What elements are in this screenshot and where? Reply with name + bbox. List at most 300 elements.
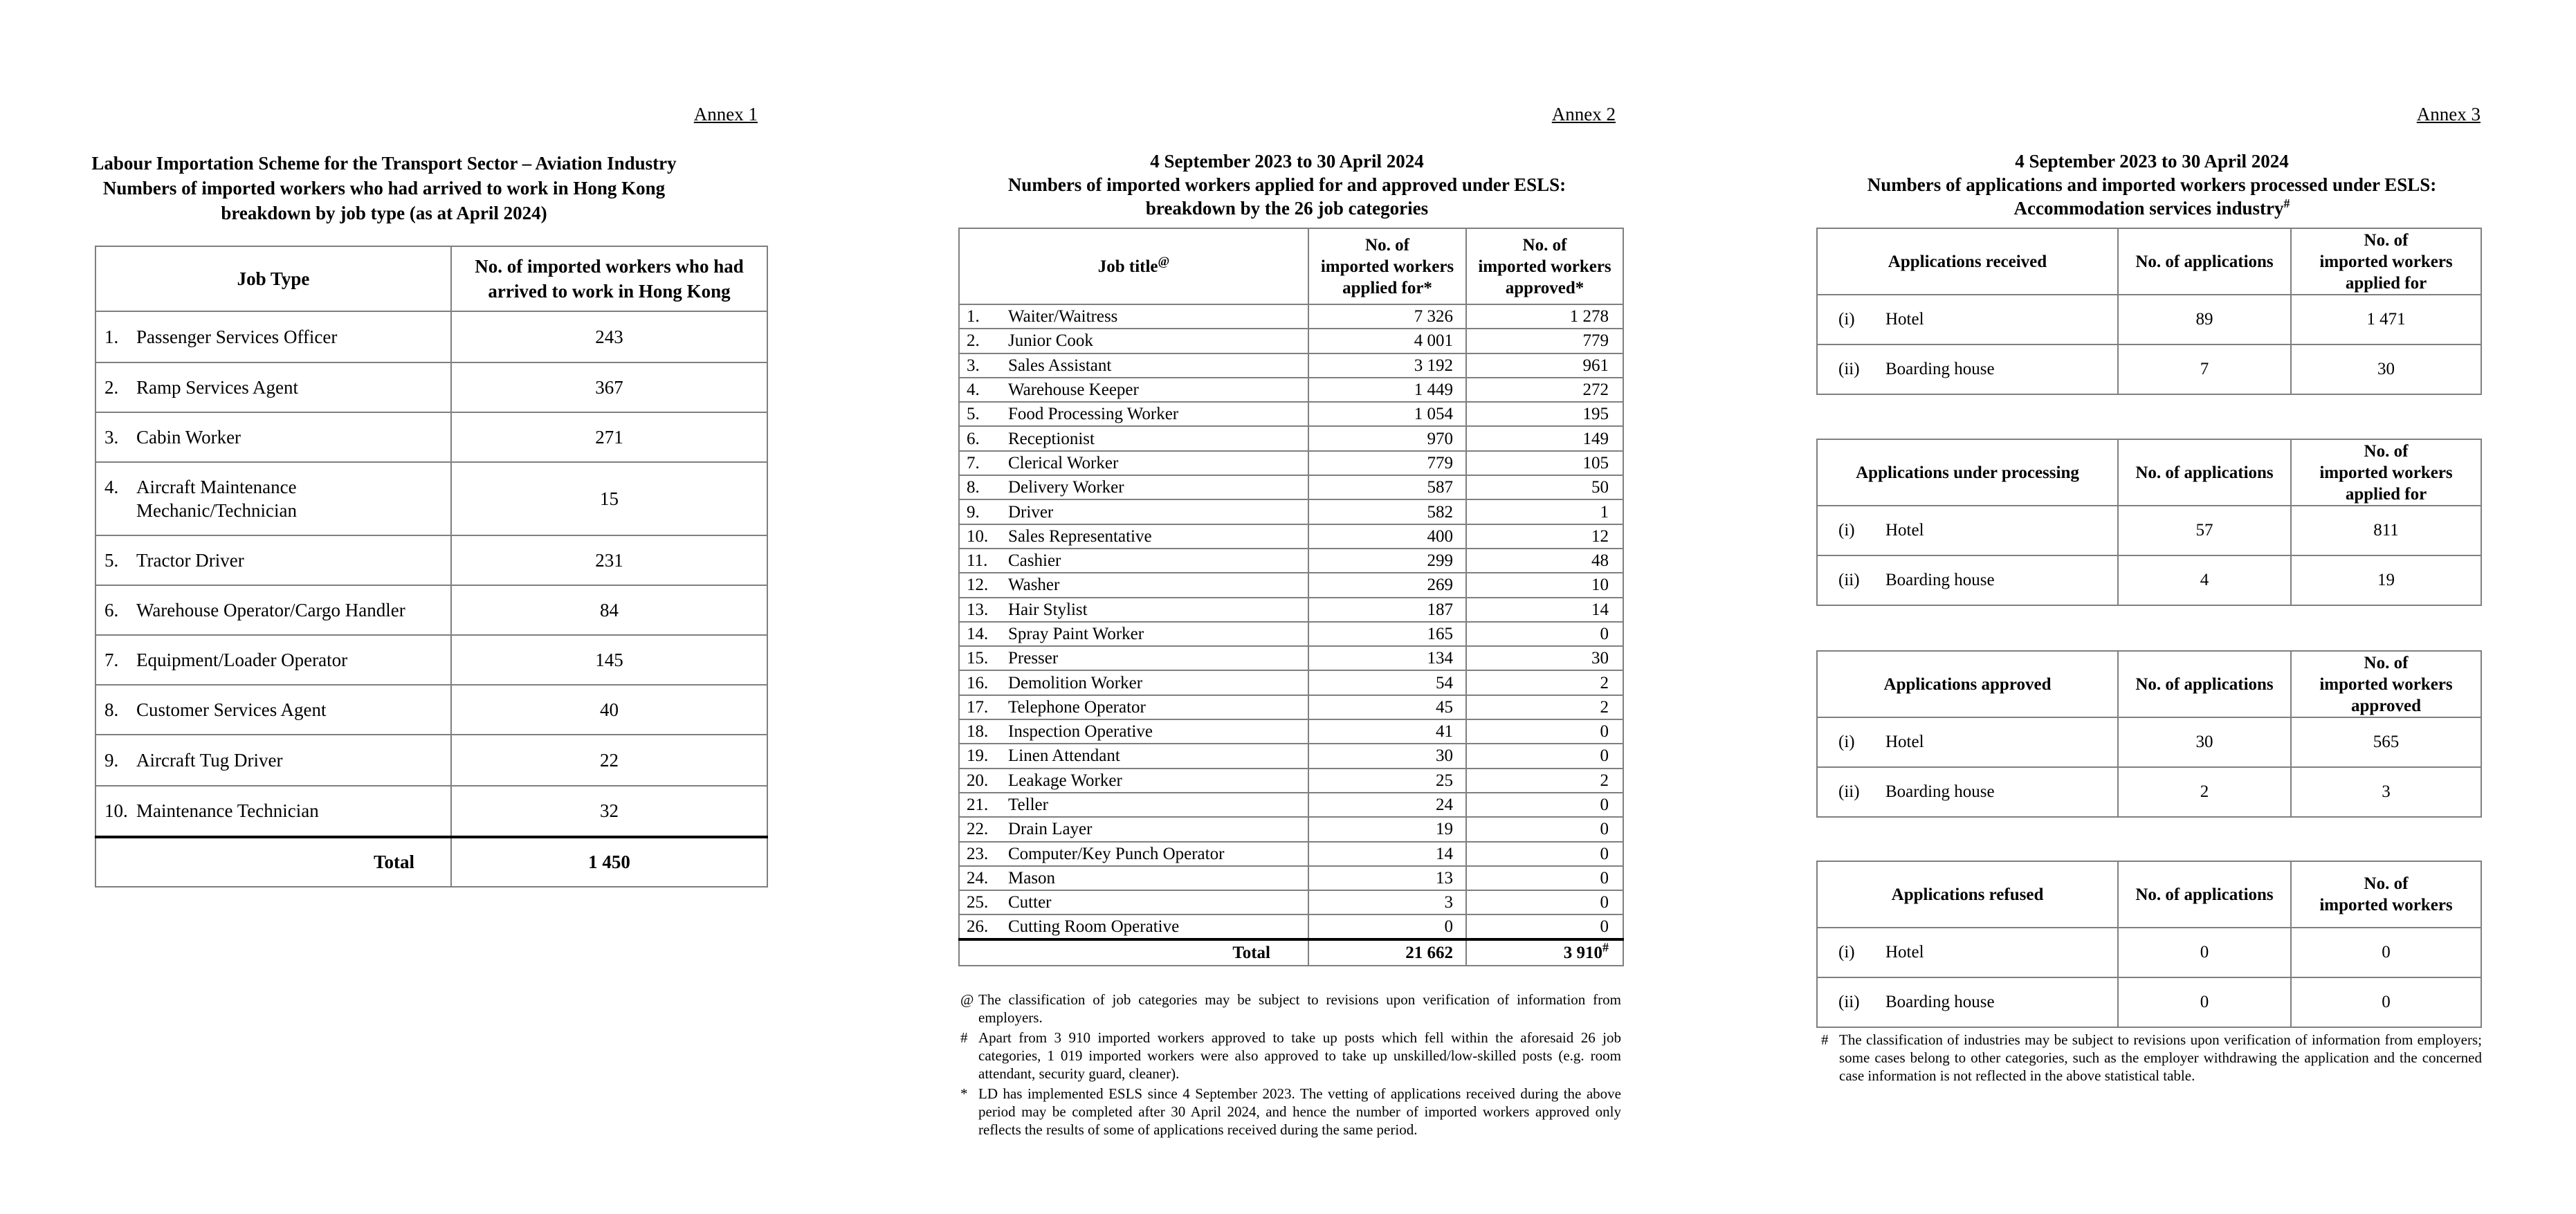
annex-1-title-line: Numbers of imported workers who had arrived to work in Hong Kong [102, 178, 666, 199]
job-title: Hair Stylist [1008, 600, 1088, 619]
approved-cell: 0 [1466, 744, 1623, 768]
workers-cell: 19 [2291, 555, 2481, 605]
row-roman-number: (ii) [1838, 993, 1860, 1011]
job-title: Warehouse Keeper [1008, 380, 1139, 400]
job-title-cell [959, 842, 1308, 866]
row-number: 10. [967, 526, 989, 546]
applications-cell: 30 [2118, 717, 2291, 767]
job-title-cell [959, 890, 1308, 914]
row-number: 23. [967, 844, 989, 863]
row-number: 15. [967, 649, 989, 668]
applied-cell: 14 [1308, 842, 1466, 866]
table-row [959, 451, 1623, 475]
job-title: Driver [1008, 502, 1054, 522]
table-row [1817, 977, 2481, 1027]
job-type-cell [95, 786, 451, 837]
hash-footnote-mark: # [1602, 941, 1609, 955]
applied-cell: 400 [1308, 524, 1466, 549]
applications-cell: 89 [2118, 295, 2291, 344]
applications-header: No. of applications [2118, 861, 2291, 928]
applied-cell: 13 [1308, 866, 1466, 890]
arrived-count-cell: 84 [451, 585, 767, 635]
table-row [959, 598, 1623, 622]
table-row [959, 622, 1623, 646]
table-row [95, 412, 767, 462]
job-type-header: Job Type [95, 246, 451, 311]
annex-1-table [95, 246, 768, 887]
total-applied: 21 662 [1308, 939, 1466, 966]
row-number: 20. [967, 771, 989, 790]
category-header: Applications refused [1817, 861, 2118, 928]
job-type-cell [95, 311, 451, 362]
table-row [959, 353, 1623, 378]
total-approved [1466, 939, 1623, 966]
applied-cell: 970 [1308, 426, 1466, 450]
workers-header [2291, 861, 2481, 928]
table-row [95, 685, 767, 735]
job-type-cell [95, 585, 451, 635]
table-row [959, 499, 1623, 524]
table-header-row [1817, 861, 2481, 928]
footnote-mark: # [1821, 1031, 1829, 1048]
row-roman-number: (ii) [1838, 360, 1860, 378]
job-title-cell [959, 378, 1308, 402]
annex-3-footnote [1821, 1031, 2482, 1087]
approved-cell: 779 [1466, 329, 1623, 353]
row-number: 8. [967, 478, 980, 497]
annex-3-table [1816, 861, 2482, 1028]
job-name [136, 377, 298, 398]
workers-cell: 565 [2291, 717, 2481, 767]
approved-cell: 48 [1466, 549, 1623, 573]
annex-3-title-line: 4 September 2023 to 30 April 2024 [2015, 151, 2289, 172]
job-title: Food Processing Worker [1008, 405, 1179, 424]
annex-1-title-line: Labour Importation Scheme for the Transport Sector – Aviation Industry [91, 153, 677, 174]
approved-cell: 0 [1466, 817, 1623, 841]
table-row [959, 866, 1623, 890]
annex-2-table [958, 228, 1624, 966]
job-name [136, 800, 319, 822]
job-title-cell [959, 622, 1308, 646]
applications-header: No. of applications [2118, 651, 2291, 717]
category-cell [1817, 555, 2118, 605]
arrived-count-cell: 22 [451, 735, 767, 786]
category-label: Boarding house [1885, 360, 1995, 378]
header-line: imported workers [2319, 252, 2453, 271]
job-name-line: Mechanic/Technician [136, 500, 297, 521]
job-name [136, 750, 282, 771]
category-header: Applications under processing [1817, 439, 2118, 506]
workers-cell: 0 [2291, 977, 2481, 1027]
arrived-count-cell: 271 [451, 412, 767, 462]
job-name-line: Ramp Services Agent [136, 376, 298, 398]
table-row [959, 842, 1623, 866]
approved-cell: 1 278 [1466, 304, 1623, 329]
job-title: Junior Cook [1008, 331, 1093, 351]
job-title: Leakage Worker [1008, 771, 1122, 790]
table-row [95, 735, 767, 786]
job-name [136, 327, 337, 348]
annex-3-table [1816, 439, 2482, 606]
annex-2-title-line: 4 September 2023 to 30 April 2024 [1150, 151, 1424, 172]
table-row [959, 744, 1623, 768]
row-number: 9. [967, 502, 980, 522]
job-name-line: Aircraft Maintenance [136, 477, 297, 497]
header-line: No. of imported workers who had [475, 256, 744, 277]
annex-1-title [83, 151, 685, 226]
footnote-text: The classification of industries may be subject to revisions upon verification of information from employers; some cases belong to other categories, such as the employer withdrawing the application and the concerned case information is not reflected in the above statistical table. [1839, 1031, 2482, 1084]
job-name-line: Equipment/Loader Operator [136, 649, 348, 670]
applied-cell: 269 [1308, 573, 1466, 597]
job-title-cell [959, 353, 1308, 378]
table-row [959, 769, 1623, 793]
table-row [959, 475, 1623, 499]
table-header-row [1817, 439, 2481, 506]
workers-header [2291, 651, 2481, 717]
approved-cell: 2 [1466, 769, 1623, 793]
job-title-cell [959, 329, 1308, 353]
row-number: 6. [104, 599, 119, 620]
annex-3-label: Annex 3 [2416, 104, 2481, 125]
header-line: applied for [2345, 484, 2427, 504]
row-number: 14. [967, 625, 989, 643]
header-line: imported workers [2319, 896, 2453, 914]
job-title-cell [959, 744, 1308, 768]
applied-cell: 587 [1308, 475, 1466, 499]
job-type-cell [95, 535, 451, 585]
annex-2-title-line: breakdown by the 26 job categories [1145, 198, 1429, 219]
job-name-line: Maintenance Technician [136, 800, 319, 821]
job-title-cell [959, 524, 1308, 549]
category-cell [1817, 506, 2118, 555]
total-row [959, 939, 1623, 966]
row-number: 7. [967, 453, 980, 472]
table-row [959, 524, 1623, 549]
row-number: 5. [104, 549, 119, 571]
table-row [959, 914, 1623, 939]
job-name [136, 550, 244, 571]
job-name-line: Cabin Worker [136, 426, 241, 448]
workers-cell: 1 471 [2291, 295, 2481, 344]
annex-2-label: Annex 2 [1551, 104, 1616, 125]
category-label: Hotel [1885, 310, 1924, 329]
table-header-row [95, 246, 767, 311]
header-line: applied for* [1342, 278, 1432, 297]
job-title: Clerical Worker [1008, 453, 1119, 472]
job-title: Inspection Operative [1008, 722, 1153, 742]
job-title: Sales Representative [1008, 526, 1152, 546]
arrived-count-cell: 367 [451, 362, 767, 412]
annex-3-title [1813, 149, 2491, 220]
job-type-cell [95, 735, 451, 786]
category-label: Boarding house [1885, 993, 1995, 1011]
job-title-cell [959, 866, 1308, 890]
job-title-cell [959, 646, 1308, 670]
category-header: Applications received [1817, 228, 2118, 295]
approved-cell: 14 [1466, 598, 1623, 622]
approved-header [1466, 228, 1623, 304]
job-title: Linen Attendant [1008, 746, 1120, 766]
applied-cell: 41 [1308, 719, 1466, 744]
table-row [959, 890, 1623, 914]
job-name-line: Tractor Driver [136, 549, 244, 571]
job-title-cell [959, 793, 1308, 817]
category-cell [1817, 767, 2118, 817]
row-number: 25. [967, 893, 989, 912]
header-line: No. of [1365, 235, 1409, 255]
table-row [959, 426, 1623, 450]
table-row [959, 304, 1623, 329]
footnote [960, 1029, 1621, 1083]
job-title: Delivery Worker [1008, 478, 1124, 497]
row-number: 1. [104, 326, 119, 347]
header-line: No. of [1522, 235, 1567, 255]
approved-cell: 0 [1466, 622, 1623, 646]
header-line: imported workers [1478, 257, 1611, 276]
workers-cell: 811 [2291, 506, 2481, 555]
applications-header: No. of applications [2118, 228, 2291, 295]
category-cell [1817, 295, 2118, 344]
job-name [136, 699, 326, 721]
job-title-cell [959, 549, 1308, 573]
header-line: No. of [2364, 230, 2409, 250]
category-label: Boarding house [1885, 571, 1995, 589]
job-title-cell [959, 402, 1308, 426]
arrived-count-header [451, 246, 767, 311]
row-number: 12. [967, 576, 989, 595]
row-roman-number: (ii) [1838, 782, 1860, 801]
footnote [1821, 1031, 2482, 1085]
table-row [1817, 767, 2481, 817]
job-title-cell [959, 426, 1308, 450]
row-roman-number: (ii) [1838, 571, 1860, 589]
applied-cell: 7 326 [1308, 304, 1466, 329]
annex-1-label: Annex 1 [693, 104, 758, 125]
job-title: Mason [1008, 868, 1056, 887]
approved-cell: 272 [1466, 378, 1623, 402]
applied-cell: 779 [1308, 451, 1466, 475]
header-line: approved [2351, 696, 2421, 715]
job-title: Cutter [1008, 893, 1052, 912]
header-line: approved* [1505, 278, 1584, 297]
job-title-cell [959, 670, 1308, 695]
workers-header [2291, 439, 2481, 506]
footnote-text: The classification of job categories may be subject to revisions upon verification of information from employers. [978, 991, 1621, 1026]
applied-cell: 3 192 [1308, 353, 1466, 378]
category-header: Applications approved [1817, 651, 2118, 717]
row-roman-number: (i) [1838, 521, 1855, 540]
row-number: 11. [967, 551, 988, 571]
row-number: 7. [104, 649, 119, 670]
hash-footnote-mark: # [2283, 196, 2290, 210]
table-row [959, 695, 1623, 719]
footnote-mark: @ [960, 991, 974, 1008]
applied-cell: 1 449 [1308, 378, 1466, 402]
total-value: 1 450 [451, 837, 767, 887]
applied-cell: 25 [1308, 769, 1466, 793]
approved-cell: 10 [1466, 573, 1623, 597]
arrived-count-cell: 40 [451, 685, 767, 735]
applied-cell: 165 [1308, 622, 1466, 646]
applications-cell: 4 [2118, 555, 2291, 605]
row-roman-number: (i) [1838, 310, 1855, 329]
table-row [959, 670, 1623, 695]
table-row [959, 719, 1623, 744]
row-number: 16. [967, 673, 989, 692]
job-name [136, 600, 405, 621]
approved-cell: 0 [1466, 914, 1623, 939]
job-title-cell [959, 769, 1308, 793]
job-title-cell [959, 719, 1308, 744]
annex-3-title-text: Accommodation services industry [2013, 198, 2284, 219]
annex-1-title-line: breakdown by job type (as at April 2024) [221, 203, 547, 223]
applications-cell: 7 [2118, 344, 2291, 394]
approved-cell: 149 [1466, 426, 1623, 450]
approved-cell: 0 [1466, 890, 1623, 914]
applied-cell: 582 [1308, 499, 1466, 524]
applications-cell: 0 [2118, 977, 2291, 1027]
job-name-line: Warehouse Operator/Cargo Handler [136, 599, 405, 620]
total-label: Total [959, 939, 1308, 966]
applied-cell: 54 [1308, 670, 1466, 695]
table-row [959, 402, 1623, 426]
row-number: 4. [967, 380, 980, 400]
applied-cell: 3 [1308, 890, 1466, 914]
job-title: Computer/Key Punch Operator [1008, 844, 1225, 863]
arrived-count-cell: 243 [451, 311, 767, 362]
row-number: 3. [104, 426, 119, 448]
row-number: 9. [104, 749, 119, 771]
arrived-count-cell: 231 [451, 535, 767, 585]
table-row [95, 635, 767, 685]
row-number: 13. [967, 600, 989, 619]
approved-cell: 105 [1466, 451, 1623, 475]
header-line: arrived to work in Hong Kong [488, 281, 731, 302]
annex-2-title-line: Numbers of imported workers applied for and approved under ESLS: [1007, 174, 1566, 195]
table-row [1817, 555, 2481, 605]
footnote-text: Apart from 3 910 imported workers approved to take up posts which fell within the aforesaid 26 job categories, 1 019 imported workers were also approved to take up unskilled/low-skilled posts (e.g. room attendant, security guard, cleaner). [978, 1029, 1621, 1082]
approved-cell: 2 [1466, 695, 1623, 719]
applications-cell: 57 [2118, 506, 2291, 555]
workers-cell: 3 [2291, 767, 2481, 817]
workers-cell: 0 [2291, 928, 2481, 977]
job-title: Receptionist [1008, 429, 1095, 448]
applied-cell: 299 [1308, 549, 1466, 573]
workers-cell: 30 [2291, 344, 2481, 394]
footnote-mark: * [960, 1085, 968, 1102]
row-number: 10. [104, 800, 128, 821]
table-row [1817, 295, 2481, 344]
category-cell [1817, 717, 2118, 767]
applications-cell: 2 [2118, 767, 2291, 817]
header-line: No. of [2364, 653, 2409, 672]
approved-cell: 0 [1466, 719, 1623, 744]
approved-cell: 195 [1466, 402, 1623, 426]
approved-cell: 0 [1466, 842, 1623, 866]
footnote [960, 1085, 1621, 1139]
job-title-cell [959, 304, 1308, 329]
job-title: Demolition Worker [1008, 673, 1143, 692]
table-row [95, 535, 767, 585]
row-number: 8. [104, 699, 119, 720]
approved-cell: 1 [1466, 499, 1623, 524]
row-number: 1. [967, 307, 980, 327]
table-row [95, 585, 767, 635]
row-number: 26. [967, 917, 989, 937]
job-title-header [959, 228, 1308, 304]
table-header-row [1817, 651, 2481, 717]
total-row [95, 837, 767, 887]
table-row [1817, 928, 2481, 977]
job-title-cell [959, 695, 1308, 719]
job-name [136, 650, 347, 671]
category-label: Hotel [1885, 521, 1924, 540]
approved-cell: 50 [1466, 475, 1623, 499]
table-header-row [1817, 228, 2481, 295]
annex-3-table [1816, 650, 2482, 818]
applied-cell: 30 [1308, 744, 1466, 768]
category-cell [1817, 928, 2118, 977]
footnote-text: LD has implemented ESLS since 4 September 2023. The vetting of applications received during the above period may be completed after 30 April 2024, and hence the number of imported workers approved only reflects the results of some of applications received during the same period. [978, 1085, 1621, 1138]
applied-cell: 4 001 [1308, 329, 1466, 353]
table-row [959, 378, 1623, 402]
applied-cell: 0 [1308, 914, 1466, 939]
job-name [136, 427, 241, 448]
row-number: 21. [967, 795, 989, 815]
job-name-line: Customer Services Agent [136, 699, 327, 720]
table-row [95, 786, 767, 837]
arrived-count-cell: 15 [451, 462, 767, 535]
table-row [1817, 717, 2481, 767]
row-number: 2. [967, 331, 980, 351]
table-row [1817, 506, 2481, 555]
arrived-count-cell: 32 [451, 786, 767, 837]
header-line: No. of [2364, 441, 2409, 461]
applied-cell: 134 [1308, 646, 1466, 670]
row-number: 5. [967, 405, 980, 424]
total-label: Total [95, 837, 451, 887]
footnote-mark: # [960, 1029, 968, 1046]
table-header-row [959, 228, 1623, 304]
at-footnote-mark: @ [1158, 254, 1170, 268]
table-row [1817, 344, 2481, 394]
approved-cell: 0 [1466, 866, 1623, 890]
table-row [959, 817, 1623, 841]
row-number: 24. [967, 868, 989, 887]
header-line: applied for [2345, 273, 2427, 293]
applied-cell: 19 [1308, 817, 1466, 841]
approved-cell: 12 [1466, 524, 1623, 549]
footnote [960, 991, 1621, 1027]
total-approved-value: 3 910 [1563, 944, 1602, 963]
annex-2-footnotes [960, 991, 1621, 1141]
table-row [959, 646, 1623, 670]
applications-cell: 0 [2118, 928, 2291, 977]
job-title: Spray Paint Worker [1008, 625, 1144, 643]
applied-cell: 24 [1308, 793, 1466, 817]
applied-cell: 1 054 [1308, 402, 1466, 426]
job-name-line: Aircraft Tug Driver [136, 749, 283, 771]
table-row [959, 793, 1623, 817]
category-cell [1817, 977, 2118, 1027]
arrived-count-cell: 145 [451, 635, 767, 685]
job-title: Cashier [1008, 551, 1061, 571]
header-line: imported workers [2319, 674, 2453, 694]
header-line: imported workers [2319, 463, 2453, 482]
applications-header: No. of applications [2118, 439, 2291, 506]
row-number: 6. [967, 429, 980, 448]
row-number: 3. [967, 356, 980, 375]
